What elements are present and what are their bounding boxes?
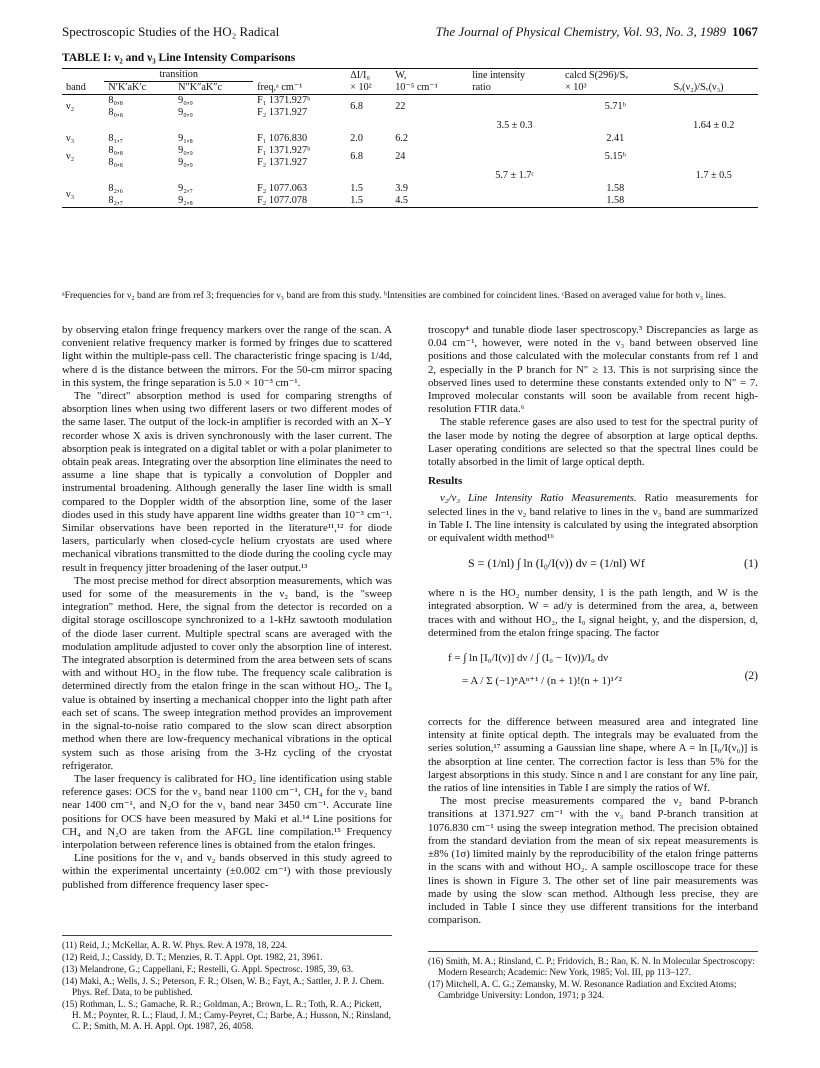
cell-lower-line: 9₁,₈ [178, 133, 193, 144]
cell-sratio [670, 95, 758, 120]
left-paragraph: by observing etalon fringe frequency markers over the range of the scan. A convenient relative frequency marker is formed by fringes due to scattered light within the multiple-pass cell. The characteristic fringe spacing is 1/4d, where d is the distance between the mirrors. For the 50-cm mirror spacing in this system, the fringe separation is 5.0 × 10⁻³ cm⁻¹. [62, 324, 392, 389]
equation-1-number: (1) [744, 556, 758, 571]
cell-upper-line: 8₁,₇ [108, 133, 124, 144]
equation-2-left: f = ∫ ln [I₀/I(ν)] dν / ∫ (I₀ − I(ν))/I₀ dν [448, 652, 609, 665]
cell-ratio: 5.7 ± 1.7ᶜ [495, 170, 534, 181]
page-number: 1067 [732, 24, 758, 39]
table-row [62, 133, 758, 145]
cell-calcd-line: 1.58 [606, 195, 625, 206]
cell-dI [346, 119, 391, 133]
right-paragraph: troscopy⁴ and tunable diode laser spectroscopy.³ Discrepancies as large as 0.04 cm⁻¹, however, were noted in the ν₃ band between observed line positions and those calculated with the molecular constants from ref 1 and 2, especially in the P branch for N″ ≥ 13. This is not surprising since the observed lines used to determine these constants extended only to N″ = 7. Improved molecular constants will soon be available from recent high-resolution FTIR data.⁶ [428, 324, 758, 416]
cell-lower-line: 9₂,₈ [178, 195, 193, 206]
table-row [62, 119, 758, 133]
cell-ratio [468, 145, 561, 169]
th-W-sub: 10⁻⁵ cm⁻¹ [395, 82, 438, 93]
table-row [62, 169, 758, 183]
cell-freq [253, 145, 346, 169]
equation-2 [428, 646, 758, 710]
cell-calcd-line: 1.58 [606, 183, 625, 194]
left-paragraph: The laser frequency is calibrated for HO₂ line identification using stable reference gases: OCS for the ν₃ band near 1100 cm⁻¹, CH₄ for the ν₂ band near 1400 cm⁻¹, and N₂O for the ν₁ band near 3450 cm⁻¹. Accurate line positions for OCS have been measured by Maki et al.¹⁴ Line positions for CH₄ and N₂O are taken from the AFGL line compilation.¹⁵ Frequency interpolation between reference lines is obtained from the etalon fringes. [62, 772, 392, 851]
reference-item: (12) Reid, J.; Cassidy, D. T.; Menzies, R. T. Appl. Opt. 1982, 21, 3961. [62, 952, 323, 962]
cell-lower [174, 183, 253, 208]
cell-calcd [561, 169, 670, 183]
left-paragraph: The most precise method for direct absorption measurements, which was used for some of the measurements in the ν₂ band, is the "sweep integration" method. Here, the signal from the detector is recorded on a digital storage oscilloscope synchronized to a 1-kHz sawtooth modulation of the diode laser current. Multiple spectral scans are averaged with the modulation amplitude adjusted to cover only the absorption line of interest. The integrated absorption is determined from the area between sets of scans with and without HO₂ in the flow tube. The frequency scale calibration is determined directly from the etalon fringe in the scan without HO₂. The I₀ value is obtained by inserting a mechanical chopper into the light path after each set of scans. The sweep integration method provides an improvement in the signal-to-noise ratio compared to the slow scan direct absorption method when there are low-frequency mechanical vibrations in the optical system such as those arising from the 3-Hz cycling of the cryostat refrigerator. [62, 574, 392, 772]
table-body [62, 95, 758, 208]
cell-ratio [468, 133, 561, 145]
cell-ratio [468, 183, 561, 208]
table-footnote: ᵃFrequencies for ν₂ band are from ref 3; frequencies for ν₃ band are from this study. ᵇIntensities are combined for coincident lines. ᶜBased on averaged value for both ν₃ lines. [62, 290, 726, 301]
reference-item: (13) Melandrone, G.; Cappellani, F.; Restelli, G. Appl. Spectrosc. 1985, 39, 63. [62, 964, 354, 974]
th-calcd-sub: × 10³ [564, 82, 587, 93]
cell-W: 6.2 [395, 133, 408, 144]
cell-freq [253, 183, 346, 208]
cell-W [391, 169, 468, 183]
table-row [62, 183, 758, 208]
th-lower: N″K″aK″c [178, 82, 222, 93]
reference-item: (17) Mitchell, A. C. G.; Zemansky, M. W. Resonance Radiation and Excited Atoms; Cambridge University: London, 1971; p 324. [428, 979, 737, 1000]
cell-upper [104, 119, 174, 133]
subsection-heading: ν₂/ν₃ Line Intensity Ratio Measurements. [440, 492, 637, 505]
th-freq: freq,ᵃ cm⁻¹ [257, 82, 303, 93]
equation-2-number: (2) [744, 670, 758, 683]
cell-W-line: 4.5 [395, 195, 408, 206]
reference-item: (16) Smith, M. A.; Rinsland, C. P.; Fridovich, B.; Rao, K. N. In Molecular Spectroscopy: Modern Research; Academic: New York, 1985; Vol. III, pp 113–127. [428, 956, 755, 977]
cell-dI: 6.8 [350, 151, 363, 162]
cell-lower-line: 9₀,₉ [178, 95, 193, 106]
table-row [62, 145, 758, 169]
cell-band [62, 119, 104, 133]
cell-dI [346, 183, 391, 208]
paragraph-text: Ratio measurements for selected lines in the ν₂ band relative to lines in the ν₃ band are summarized in Table I. The line intensity is calculated by using the integrated absorption or equivalent width method¹⁶ [428, 492, 758, 545]
intensity-table [62, 68, 758, 208]
left-column [62, 324, 392, 892]
cell-lower-line: 9₀,₉ [178, 107, 193, 118]
right-paragraph [428, 492, 758, 545]
cell-dI: 2.0 [350, 133, 363, 144]
cell-band: ν₂ [66, 151, 75, 162]
th-dI-sub: × 10² [350, 82, 372, 93]
cell-upper-line: 8₀,₈ [108, 95, 124, 106]
cell-freq [253, 119, 346, 133]
cell-lower [174, 119, 253, 133]
cell-band: ν₂ [66, 101, 75, 112]
cell-upper [104, 183, 174, 208]
cell-upper-line: 8₀,₈ [108, 107, 124, 118]
cell-sratio: 1.7 ± 0.5 [695, 170, 732, 181]
th-blank2 [253, 69, 346, 82]
cell-W [391, 119, 468, 133]
equation-2-body [448, 646, 728, 710]
reference-item: (11) Reid, J.; McKellar, A. R. W. Phys. Rev. A 1978, 18, 224. [62, 940, 288, 950]
cell-upper-line: 8₂,₆ [108, 183, 124, 194]
cell-freq-line: F₂ 1077.063 [257, 183, 308, 194]
cell-freq-line: F₁ 1076.830 [257, 133, 308, 144]
cell-freq-line: F₂ 1371.927 [257, 157, 308, 168]
left-references [62, 935, 392, 1033]
cell-upper-line: 8₀,₈ [108, 145, 124, 156]
cell-upper [104, 169, 174, 183]
cell-dI-line: 1.5 [350, 183, 363, 194]
cell-calcd: 2.41 [606, 133, 625, 144]
cell-band [62, 169, 104, 183]
cell-upper-line: 8₂,₇ [108, 195, 124, 206]
cell-freq [253, 169, 346, 183]
th-calcd: calcd S(296)/Sᵥ [564, 69, 629, 81]
cell-upper-line: 8₀,₈ [108, 157, 124, 168]
cell-ratio [468, 95, 561, 120]
table-title: TABLE I: ν₂ and ν₃ Line Intensity Comparisons [62, 52, 296, 64]
th-W: W, [395, 69, 407, 81]
cell-lower [174, 145, 253, 169]
cell-dI-line: 1.5 [350, 195, 363, 206]
journal-citation: The Journal of Physical Chemistry, Vol. 93, No. 3, 1989 [435, 24, 726, 39]
th-ratio: line intensity [472, 69, 526, 81]
right-paragraph: where n is the HO₂ number density, l is the path length, and W is the integrated absorption. W = ad/y is determined from the area, a, between traces with and without HO₂, the I₀ signal height, y, and the dispersion, d, determined from the etalon fringe spacing. The factor [428, 587, 758, 639]
cell-calcd [561, 183, 670, 208]
cell-calcd: 5.71ᵇ [604, 101, 626, 112]
right-paragraph: The most precise measurements compared the ν₂ band P-branch transitions at 1371.927 cm⁻¹ with the ν₃ band P-branch transition at 1076.830 cm⁻¹ using the sweep integration method. The precision obtained from the standard deviation from the mean of six repeat measurements is ±8% (1σ) limited mainly by the reproducibility of the etalon fringe patterns in the scans with and without HO₂. A sample oscilloscope trace for these lines is shown in Figure 3. The other set of line pair measurements was made by using the slow scan method. Although less precise, they are included in Table I since they use different transitions for the interband comparison. [428, 795, 758, 927]
th-dI: ΔI/I₀ [350, 69, 370, 81]
cell-lower [174, 169, 253, 183]
th-blank [62, 69, 104, 82]
right-paragraph: corrects for the difference between measured area and integrated line intensity at finite optical depth. The integrals may be evaluated from the series solution,¹⁷ assuming a Gaussian line shape, where A = ln [I₀/I(ν₀)] is the absorption at line center. The correction factor is less than 5% for the largest absorptions in this study. Since n and l are constant for any line pair, the ratios of line intensities in Table I are simply the ratios of Wf. [428, 716, 758, 795]
left-paragraph: Line positions for the ν₁ and ν₂ bands observed in this study agreed to within the experimental uncertainty (±0.002 cm⁻¹) with those previously published from difference frequency laser spec- [62, 852, 392, 891]
equation-1-body: S = (1/nl) ∫ ln (I₀/I(ν)) dν = (1/nl) Wf [468, 556, 645, 571]
cell-freq-line: F₂ 1077.078 [257, 195, 308, 206]
cell-W-line: 3.9 [395, 183, 408, 194]
left-paragraph: The "direct" absorption method is used for comparing strengths of absorption lines when using two different lasers or two different modes of the same laser. The output of the lock-in amplifier is recorded with an X–Y recorder whose X axis is driven synchronously with the laser current. The absorption peak is integrated on a digital tablet or with a polar planimeter to obtain peak areas. Integrating over the absorption line eliminates the need to assume a line shape that is typically a convolution of Doppler and instrumental broadening. Although generally the laser line width is small compared to the Doppler width of the absorption line, some of the laser diodes used in this study have apparent line widths greater than 10⁻³ cm⁻¹. Similar observations have been reported in the literature¹¹,¹² for diode lasers, particularly when closed-cycle helium cryostats are used where mechanical vibrations transmitted to the diode during the cooling cycle may result in frequency jitter broadening of the laser output.¹³ [62, 390, 392, 574]
cell-W: 24 [395, 151, 406, 162]
reference-item: (14) Maki, A.; Wells, J. S.; Peterson, F. R.; Olsen, W. B.; Fayt, A.; Sattler, J. P. J. Chem. Phys. Ref. Data, to be published. [62, 976, 385, 997]
cell-lower-line: 9₀,₉ [178, 157, 193, 168]
cell-band: ν₃ [66, 133, 75, 144]
equation-1 [428, 551, 758, 581]
cell-freq [253, 95, 346, 120]
equation-2-right: = A / Σ (−1)ⁿAⁿ⁺¹ / (n + 1)!(n + 1)¹ᐟ² [462, 675, 622, 688]
reference-item: (15) Rothman, L. S.; Gamache, R. R.; Goldman, A.; Brown, L. R.; Toth, R. A.; Pickett, H. M.; Poynter, R. L.; Flaud, J. M.; Camy-Peyret, C.; Barbe, A.; Husson, N.; Rinsland, C. P.; Smith, M. A. H. Appl. Opt. 1987, 26, 4058. [62, 999, 391, 1031]
cell-upper [104, 145, 174, 169]
th-upper: N′K′aK′c [108, 82, 147, 93]
th-ratio-sub: ratio [472, 82, 491, 93]
right-column [428, 324, 758, 927]
th-sratio: Sᵥ(ν₂)/Sᵥ(ν₃) [673, 82, 724, 93]
cell-W: 22 [395, 101, 406, 112]
cell-dI [346, 169, 391, 183]
cell-lower-line: 9₂,₇ [178, 183, 193, 194]
cell-lower-line: 9₀,₉ [178, 145, 193, 156]
cell-band: ν₃ [66, 189, 75, 200]
cell-freq-line: F₁ 1371.927ᵇ [257, 95, 311, 106]
cell-freq-line: F₂ 1371.927 [257, 107, 308, 118]
cell-upper [104, 95, 174, 120]
running-head-title: Spectroscopic Studies of the HO₂ Radical [62, 24, 280, 39]
cell-ratio: 3.5 ± 0.3 [496, 120, 533, 131]
running-head-journal [436, 24, 758, 40]
cell-calcd [561, 119, 670, 133]
right-references [428, 951, 758, 1002]
th-band: band [66, 82, 86, 93]
section-heading-results: Results [428, 475, 463, 488]
cell-sratio [670, 133, 758, 145]
table-row [62, 95, 758, 120]
cell-upper [104, 133, 174, 145]
cell-dI: 6.8 [350, 101, 363, 112]
cell-freq-line: F₁ 1371.927ᵇ [257, 145, 311, 156]
th-transition: transition [104, 69, 253, 82]
cell-sratio: 1.64 ± 0.2 [693, 120, 735, 131]
cell-lower [174, 95, 253, 120]
cell-W [391, 183, 468, 208]
cell-lower [174, 133, 253, 145]
right-paragraph: The stable reference gases are also used to test for the spectral purity of the laser mode by noting the degree of absorption at large optical depths. Laser operating conditions are selected so that the spectral lines could be totally absorbed in the limit of large optical depth. [428, 416, 758, 469]
cell-sratio [670, 145, 758, 169]
cell-sratio [670, 183, 758, 208]
cell-calcd: 5.15ᵇ [604, 151, 626, 162]
cell-freq [253, 133, 346, 145]
th-blank3 [670, 69, 758, 82]
running-head [62, 24, 758, 44]
